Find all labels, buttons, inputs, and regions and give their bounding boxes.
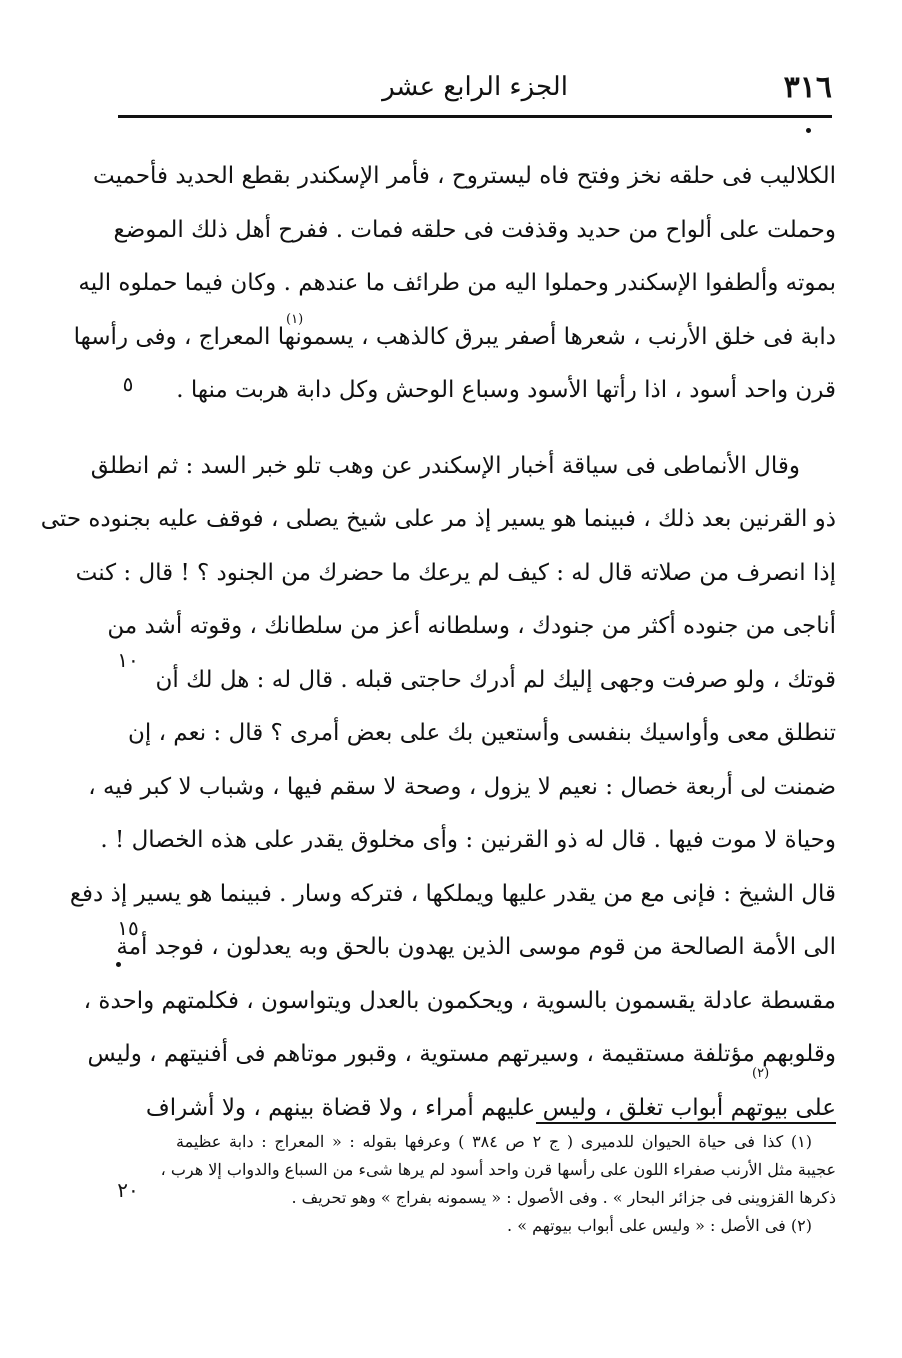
margin-dot [116,962,121,967]
text-line: وقلوبهم مؤتلفة مستقيمة ، وسيرتهم مستوية ، وقبور موتاهم فى أفنيتهم ، وليس [87,1041,836,1067]
footnote-rule [536,1122,836,1124]
paragraph-gap [176,418,836,440]
page-number: ٣١٦ [783,70,832,105]
footnote-line: (١) كذا فى حياة الحيوان للدميرى ( ج ٢ ص ٣٨٤ ) وعرفها بقوله : « المعراج : دابة عظيمة [176,1132,812,1151]
text-line: وقال الأنماطى فى سياقة أخبار الإسكندر عن وهب تلو خبر السد : ثم انطلق [90,452,800,479]
line-number-15: ١٥ [117,916,139,940]
text-line: ضمنت لى أربعة خصال : نعيم لا يزول ، وصحة لا سقم فيها ، وشباب لا كبر فيه ، [88,773,836,800]
text-line: بموته وألطفوا الإسكندر وحملوا اليه من طرائف ما عندهم . وكان فيما حملوه اليه [78,270,836,296]
text-line: إذا انصرف من صلاته قال له : كيف لم يرعك ما حضرك من الجنود ؟ ! قال : كنت [75,559,836,586]
text-line: قرن واحد أسود ، اذا رأتها الأسود وسباع الوحش وكل دابة هربت منها . [176,377,836,403]
footnote-line: (٢) فى الأصل : « وليس على أبواب بيوتهم » . [507,1216,812,1235]
footnotes [160,1128,836,1240]
line-number-5: ٥ [122,372,134,396]
margin-dot [806,128,811,133]
text-line: أناجى من جنوده أكثر من جنودك ، وسلطانه أعز من سلطانك ، وقوته أشد من [107,613,836,639]
footnote-line: عجيبة مثل الأرنب صفراء اللون على رأسها قرن واحد أسود لم يرها شىء من السباع والدواب إلا هرب ، [160,1160,836,1179]
text-line: الكلاليب فى حلقه نخز وفتح فاه ليستروح ، فأمر الإسكندر بقطع الحديد فأحميت [93,163,836,189]
text-line: على بيوتهم أبواب تغلق ، وليس عليهم أمراء ، ولا قضاة بينهم ، ولا أشراف [145,1094,836,1121]
page-header [118,62,832,118]
text-line: ذو القرنين بعد ذلك ، فبينما هو يسير إذ مر على شيخ يصلى ، فوقف عليه بجنوده حتى [40,506,836,532]
text-line: وحملت على ألواح من حديد وقذفت فى حلقه فمات . ففرح أهل ذلك الموضع [113,216,836,243]
text-line: تنطلق معى وأواسيك بنفسى وأستعين بك على بعض أمرى ؟ قال : نعم ، إن [127,720,836,746]
text-line: دابة فى خلق الأرنب ، شعرها أصفر يبرق كالذهب ، يسمونها المعراج ، وفى رأسها [73,323,836,350]
text-line: قال الشيخ : فإنى مع من يقدر عليها ويملكها ، فتركه وسار . فبينما هو يسير إذ دفع [69,880,836,907]
footnote-ref-2: (٢) [752,1066,770,1081]
footnote-ref-1: (١) [286,312,304,327]
line-number-20: ٢٠ [117,1178,139,1202]
footnote-line: ذكرها القزوينى فى جزائر البحار » . وفى الأصول : « يسمونه بفراج » وهو تحريف . [291,1188,836,1207]
text-line: مقسطة عادلة يقسمون بالسوية ، ويحكمون بالعدل ويتواسون ، فكلمتهم واحدة ، [83,987,836,1014]
header-rule [118,115,832,118]
line-number-10: ١٠ [117,648,139,672]
text-line: وحياة لا موت فيها . قال له ذو القرنين : وأى مخلوق يقدر على هذه الخصال ! . [100,827,836,853]
text-line: قوتك ، ولو صرفت وجهى إليك لم أدرك حاجتى قبله . قال له : هل لك أن [155,666,836,693]
running-head: الجزء الرابع عشر [382,72,568,102]
text-line: الى الأمة الصالحة من قوم موسى الذين يهدون بالحق وبه يعدلون ، فوجد أمة [116,934,836,960]
